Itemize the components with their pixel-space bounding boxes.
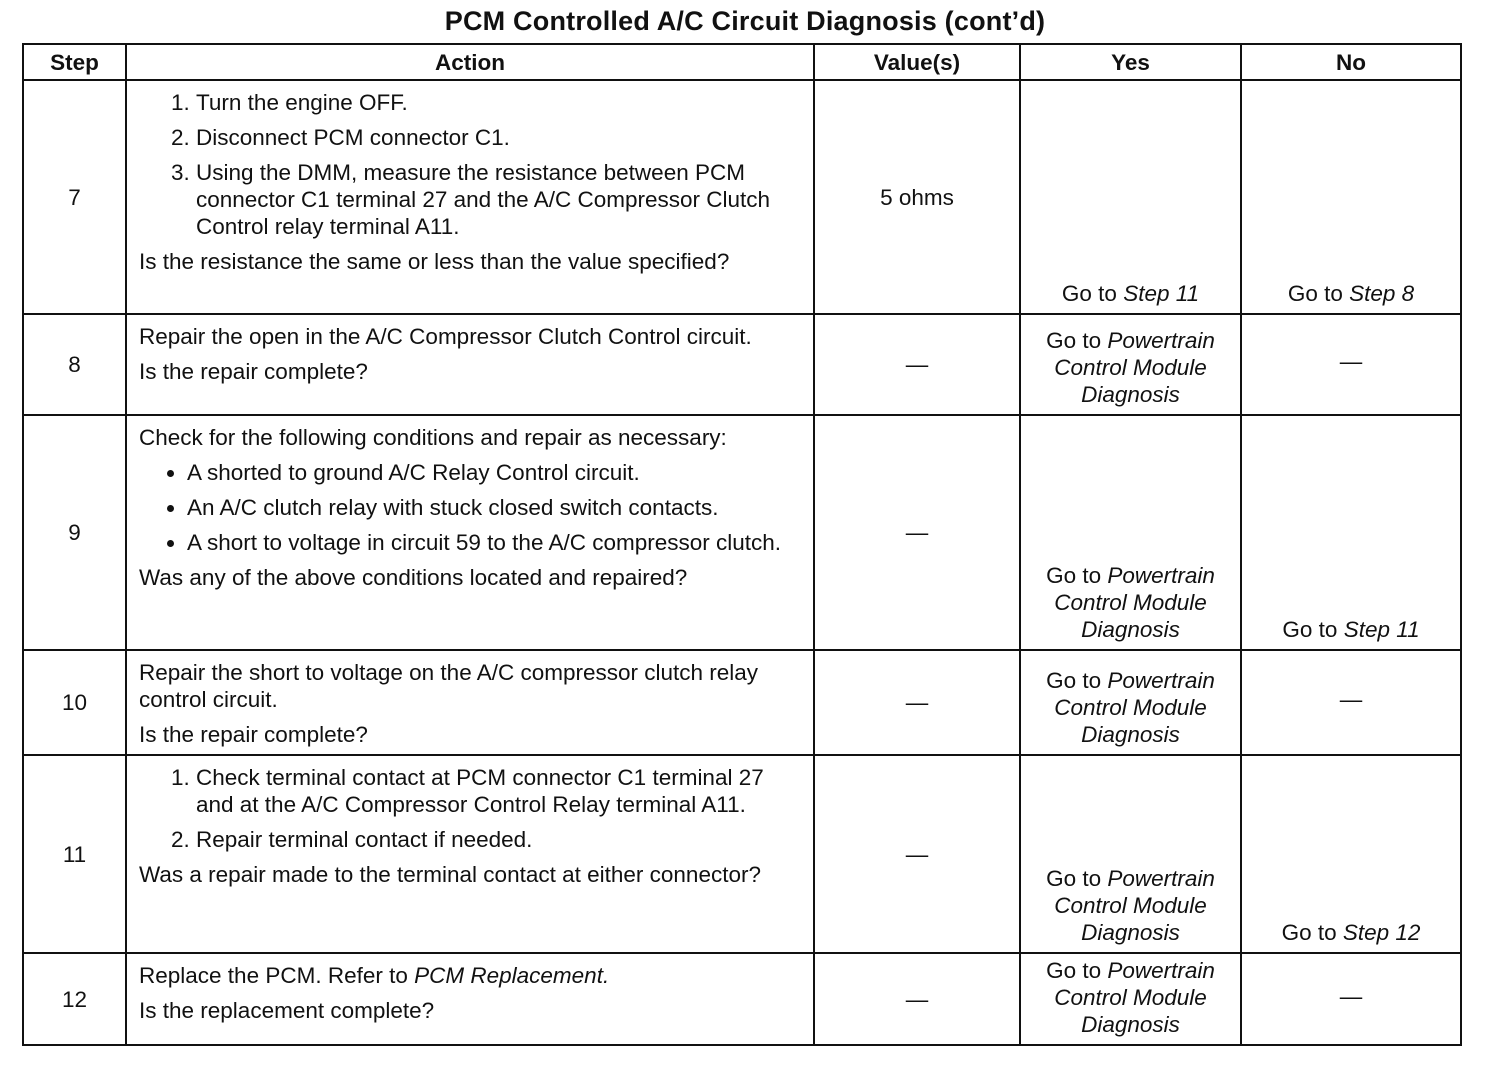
yes-link-line-1[interactable]: Powertrain xyxy=(1107,866,1215,891)
yes-link-line-2[interactable]: Control Module xyxy=(1054,355,1207,380)
action-text-prefix: Replace the PCM. Refer to xyxy=(139,963,415,988)
yes-link-line-3[interactable]: Diagnosis xyxy=(1081,617,1180,642)
header-no: No xyxy=(1241,44,1461,80)
no-link-step[interactable]: Step 8 xyxy=(1349,281,1415,306)
table-row-step-8 xyxy=(23,314,1461,415)
no-prefix: Go to xyxy=(1281,920,1343,945)
action-question: Is the replacement complete? xyxy=(139,998,435,1023)
yes-cell xyxy=(1020,80,1241,314)
action-question: Is the repair complete? xyxy=(139,359,368,384)
yes-link-step[interactable]: Step 11 xyxy=(1123,281,1200,306)
value-cell: — xyxy=(814,953,1020,1045)
list-item: • A shorted to ground A/C Relay Control circuit. xyxy=(187,459,805,486)
header-values: Value(s) xyxy=(814,44,1020,80)
page-title: PCM Controlled A/C Circuit Diagnosis (cont’d) xyxy=(444,6,1046,36)
yes-prefix: Go to xyxy=(1061,281,1124,306)
value-cell: — xyxy=(814,650,1020,755)
table-row-step-7 xyxy=(23,80,1461,314)
yes-link-line-1[interactable]: Powertrain xyxy=(1107,328,1215,353)
header-action: Action xyxy=(126,44,814,80)
no-cell: — xyxy=(1241,314,1461,415)
action-text: Repair the open in the A/C Compressor Clutch Control circuit. xyxy=(139,324,752,349)
yes-link-line-2[interactable]: Control Module xyxy=(1054,893,1207,918)
no-link-step[interactable]: Step 11 xyxy=(1343,617,1420,642)
numbered-list xyxy=(139,89,805,240)
action-cell xyxy=(126,650,814,755)
action-cell xyxy=(126,415,814,650)
action-cell xyxy=(126,953,814,1045)
yes-prefix: Go to xyxy=(1046,866,1108,891)
yes-link-line-3[interactable]: Diagnosis xyxy=(1081,722,1180,747)
no-cell xyxy=(1241,80,1461,314)
table-row-step-10 xyxy=(23,650,1461,755)
action-text: Repair the short to voltage on the A/C compressor clutch relay control circuit. xyxy=(139,660,759,712)
action-question: Is the repair complete? xyxy=(139,722,368,747)
header-step: Step xyxy=(23,44,126,80)
value-cell: — xyxy=(814,415,1020,650)
no-prefix: Go to xyxy=(1282,617,1344,642)
yes-link-line-2[interactable]: Control Module xyxy=(1054,695,1207,720)
yes-link-line-1[interactable]: Powertrain xyxy=(1107,958,1215,983)
no-cell xyxy=(1241,755,1461,953)
action-question: Was any of the above conditions located and repaired? xyxy=(139,565,688,590)
no-link-step[interactable]: Step 12 xyxy=(1342,920,1421,945)
diagnosis-table xyxy=(22,43,1462,1046)
table-header-row xyxy=(23,44,1461,80)
yes-link-line-3[interactable]: Diagnosis xyxy=(1081,382,1180,407)
action-cell xyxy=(126,755,814,953)
list-item: 3. Using the DMM, measure the resistance between PCM connector C1 terminal 27 and the A/C Compressor Clutch Control relay terminal A11. xyxy=(196,159,805,240)
yes-link-line-1[interactable]: Powertrain xyxy=(1107,668,1215,693)
yes-prefix: Go to xyxy=(1046,328,1108,353)
yes-link-line-1[interactable]: Powertrain xyxy=(1107,563,1215,588)
list-item: 1. Check terminal contact at PCM connector C1 terminal 27 and at the A/C Compressor Control Relay terminal A11. xyxy=(196,764,805,818)
value-cell: — xyxy=(814,755,1020,953)
yes-link-line-2[interactable]: Control Module xyxy=(1054,590,1207,615)
bullet-list xyxy=(139,459,805,556)
list-item: 1. Turn the engine OFF. xyxy=(196,89,805,116)
yes-cell xyxy=(1020,650,1241,755)
yes-link-line-2[interactable]: Control Module xyxy=(1054,985,1207,1010)
no-cell: — xyxy=(1241,650,1461,755)
yes-cell xyxy=(1020,953,1241,1045)
step-number: 10 xyxy=(23,650,126,755)
yes-link-line-3[interactable]: Diagnosis xyxy=(1081,1012,1180,1037)
table-row-step-9 xyxy=(23,415,1461,650)
no-cell: — xyxy=(1241,953,1461,1045)
step-number: 11 xyxy=(23,755,126,953)
action-question: Was a repair made to the terminal contact at either connector? xyxy=(139,862,761,887)
yes-cell xyxy=(1020,755,1241,953)
list-item: • An A/C clutch relay with stuck closed switch contacts. xyxy=(187,494,805,521)
no-cell xyxy=(1241,415,1461,650)
value-cell: — xyxy=(814,314,1020,415)
step-number: 8 xyxy=(23,314,126,415)
yes-cell xyxy=(1020,415,1241,650)
no-prefix: Go to xyxy=(1287,281,1350,306)
action-text xyxy=(139,962,805,989)
table-row-step-11 xyxy=(23,755,1461,953)
table-row-step-12 xyxy=(23,953,1461,1045)
yes-prefix: Go to xyxy=(1046,563,1108,588)
numbered-list xyxy=(139,764,805,853)
step-number: 12 xyxy=(23,953,126,1045)
yes-prefix: Go to xyxy=(1046,668,1108,693)
yes-prefix: Go to xyxy=(1046,958,1108,983)
list-item: 2. Repair terminal contact if needed. xyxy=(196,826,805,853)
value-cell: 5 ohms xyxy=(814,80,1020,314)
action-text: Check for the following conditions and repair as necessary: xyxy=(139,425,727,450)
list-item: 2. Disconnect PCM connector C1. xyxy=(196,124,805,151)
pcm-replacement-link[interactable]: PCM Replacement. xyxy=(414,963,610,988)
action-question: Is the resistance the same or less than the value specified? xyxy=(139,249,730,274)
header-yes: Yes xyxy=(1020,44,1241,80)
action-cell xyxy=(126,314,814,415)
yes-cell xyxy=(1020,314,1241,415)
yes-link-line-3[interactable]: Diagnosis xyxy=(1081,920,1180,945)
action-cell xyxy=(126,80,814,314)
step-number: 9 xyxy=(23,415,126,650)
step-number: 7 xyxy=(23,80,126,314)
list-item: • A short to voltage in circuit 59 to the A/C compressor clutch. xyxy=(187,529,805,556)
